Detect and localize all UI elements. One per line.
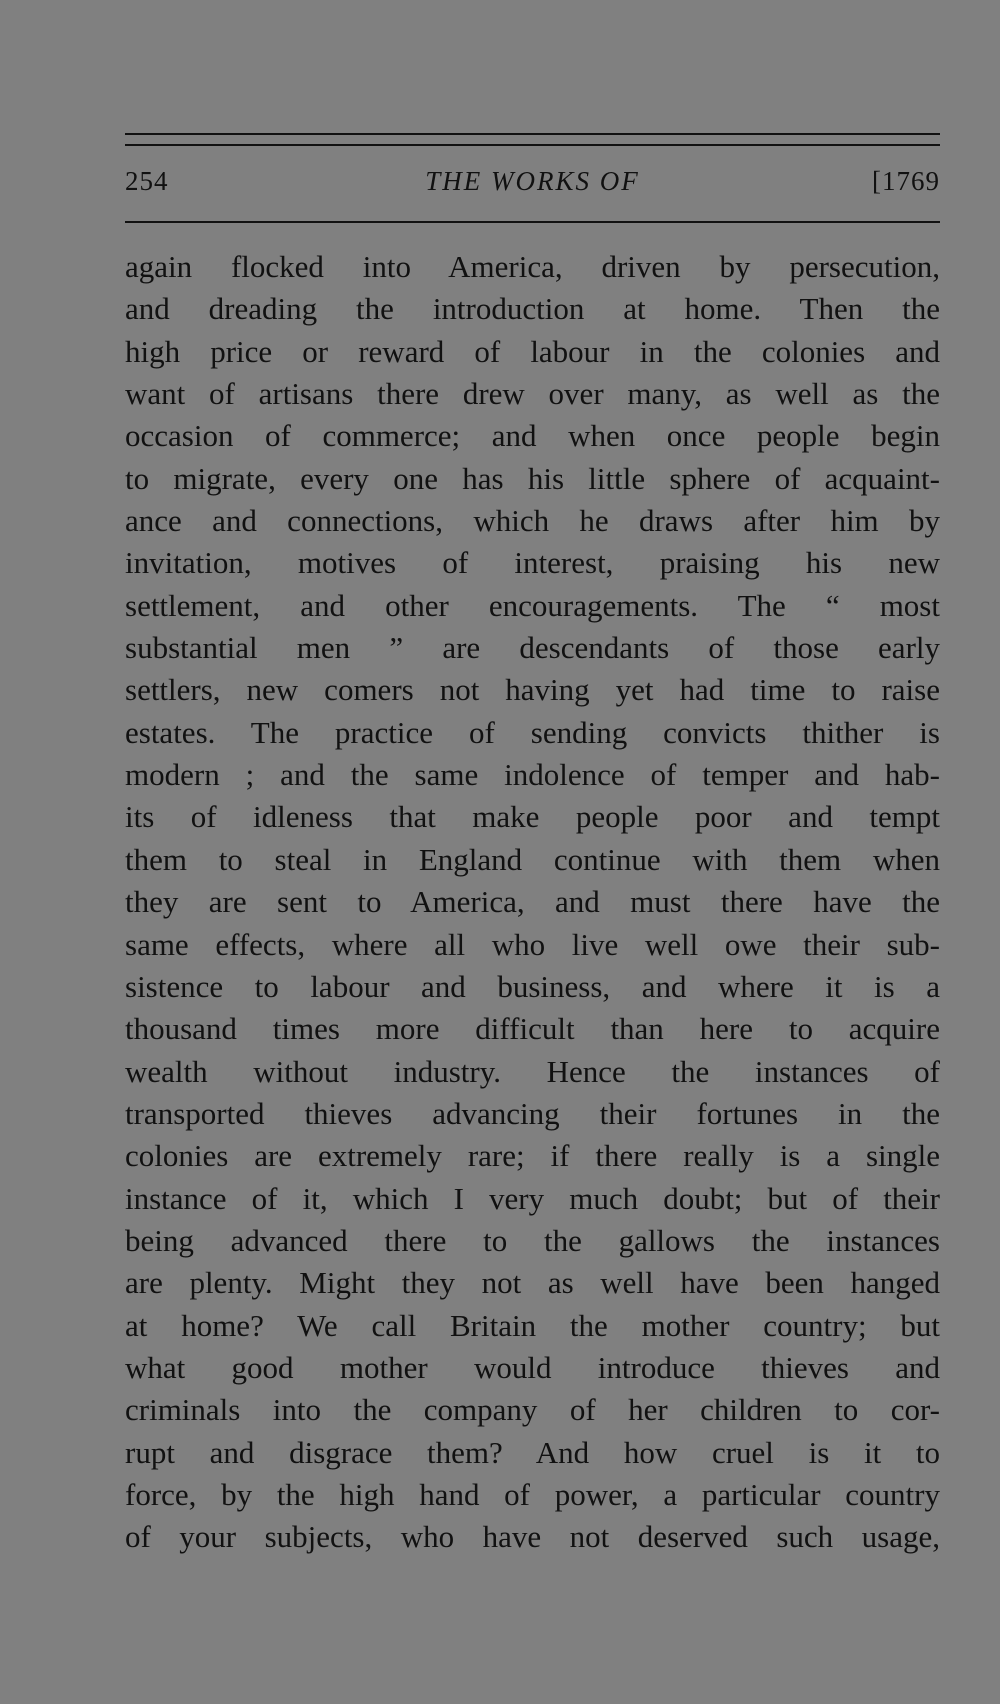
text-line: are plenty. Might they not as well have been hanged bbox=[125, 1265, 940, 1301]
running-title: THE WORKS OF bbox=[425, 166, 640, 196]
text-line: thousand times more difficult than here to acquire bbox=[125, 1011, 940, 1047]
text-line: criminals into the company of her children to cor- bbox=[125, 1392, 940, 1428]
text-line: substantial men ” are descendants of those early bbox=[125, 630, 940, 666]
text-line: wealth without industry. Hence the instances of bbox=[125, 1053, 940, 1089]
text-line: again flocked into America, driven by persecution, bbox=[125, 249, 940, 284]
text-line: at home? We call Britain the mother country; but bbox=[125, 1307, 940, 1343]
text-line: what good mother would introduce thieves and bbox=[125, 1349, 940, 1385]
header-rule-bottom bbox=[125, 221, 940, 223]
text-line: of your subjects, who have not deserved such usage, bbox=[125, 1519, 940, 1555]
running-head bbox=[125, 166, 940, 206]
page-number: 254 bbox=[125, 166, 169, 196]
text-line: high price or reward of labour in the colonies and bbox=[125, 333, 940, 369]
text-line: to migrate, every one has his little sphere of acquaint- bbox=[125, 460, 940, 496]
text-line: estates. The practice of sending convicts thither is bbox=[125, 714, 940, 750]
text-line: occasion of commerce; and when once people begin bbox=[125, 418, 940, 454]
text-line: invitation, motives of interest, praising his new bbox=[125, 545, 940, 581]
text-line: want of artisans there drew over many, as well as the bbox=[125, 376, 940, 412]
header-rule-top bbox=[125, 133, 940, 135]
text-line: same effects, where all who live well owe their sub- bbox=[125, 926, 940, 962]
text-line: modern ; and the same indolence of temper and hab- bbox=[125, 757, 940, 793]
text-line: transported thieves advancing their fortunes in the bbox=[125, 1095, 940, 1131]
text-line: and dreading the introduction at home. Then the bbox=[125, 291, 940, 327]
text-line: colonies are extremely rare; if there really is a single bbox=[125, 1138, 940, 1174]
text-line: sistence to labour and business, and where it is a bbox=[125, 968, 940, 1004]
text-line: they are sent to America, and must there have the bbox=[125, 884, 940, 920]
running-year: [1769 bbox=[872, 166, 940, 196]
text-line: force, by the high hand of power, a particular country bbox=[125, 1476, 940, 1512]
text-line: settlers, new comers not having yet had time to raise bbox=[125, 672, 940, 708]
text-line: its of idleness that make people poor and tempt bbox=[125, 799, 940, 835]
header-rule-second bbox=[125, 144, 940, 146]
text-line: them to steal in England continue with them when bbox=[125, 841, 940, 877]
text-line: rupt and disgrace them? And how cruel is it to bbox=[125, 1434, 940, 1470]
body-text bbox=[125, 246, 940, 1559]
text-line: settlement, and other encouragements. The “ most bbox=[125, 587, 940, 623]
text-line: being advanced there to the gallows the instances bbox=[125, 1222, 940, 1258]
text-line: ance and connections, which he draws after him by bbox=[125, 503, 940, 539]
text-line: instance of it, which I very much doubt; but of their bbox=[125, 1180, 940, 1216]
